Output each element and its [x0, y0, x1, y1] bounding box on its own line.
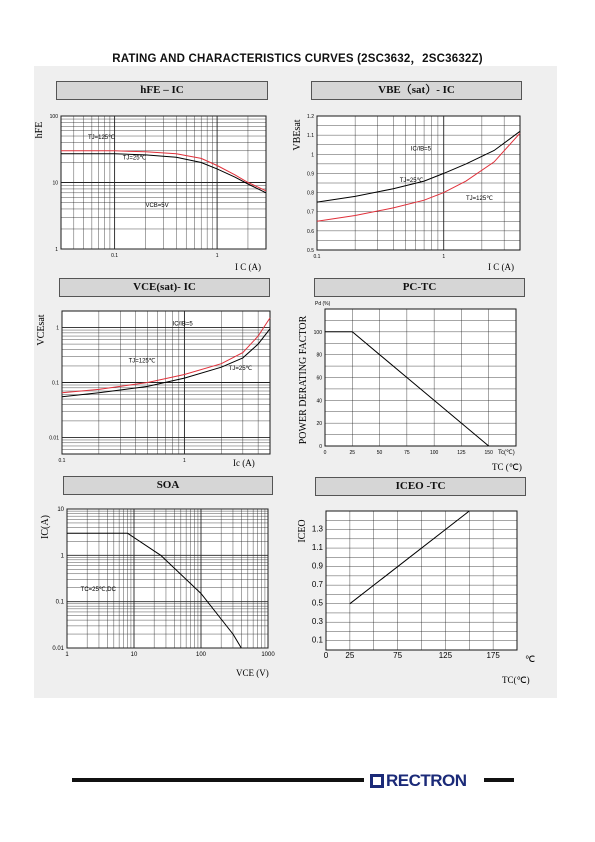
- x-unit-label: ℃: [525, 654, 536, 664]
- chart-hfe_ic: [34, 114, 266, 272]
- x-tick-label: 0.1: [313, 254, 321, 260]
- x-tick-label: 1: [65, 652, 69, 658]
- x-tick-label: 125: [438, 651, 453, 660]
- x-axis-label: VCE (V): [236, 668, 269, 678]
- x-tick-label: 0.1: [58, 458, 66, 464]
- annotation-label: VCB=5V: [145, 202, 169, 209]
- annotation-label: TC=25℃,DC: [80, 586, 116, 593]
- plot-area: [67, 509, 268, 648]
- x-tick-label: 50: [376, 450, 383, 456]
- y-tick-label: 20: [316, 421, 322, 428]
- y-tick-label: 0.9: [311, 561, 323, 571]
- x-tick-label: 25: [349, 450, 356, 456]
- chart-title-iceo-tc: ICEO -TC: [315, 477, 526, 496]
- y-axis-label: hFE: [34, 121, 45, 139]
- x-axis-label: I C (A): [488, 262, 514, 272]
- chart-vbe_ic: [292, 114, 520, 272]
- chart-title-pc-tc: PC-TC: [314, 278, 525, 297]
- chart-soa: [40, 507, 275, 678]
- y-axis-label: VCEsat: [36, 314, 47, 346]
- y-axis-label: IC(A): [40, 515, 51, 539]
- x-tick-label: 10: [130, 652, 138, 658]
- y-tick-label: 0.1: [55, 599, 64, 606]
- y-tick-label: 1: [60, 553, 64, 560]
- x-axis-label: TC (℃): [492, 462, 522, 472]
- x-tick-label: 175: [486, 651, 500, 660]
- y-tick-label: 0.1: [52, 380, 59, 387]
- x-tick-label: 100: [429, 450, 439, 456]
- chart-title-hfe-ic: hFE – IC: [56, 81, 268, 100]
- y-tick-label: 40: [316, 398, 322, 405]
- y-tick-label: 1.2: [307, 114, 314, 120]
- annotation-label: TJ=125℃: [466, 196, 493, 203]
- y-tick-label: 1.1: [311, 543, 323, 553]
- y-tick-label: 0.3: [311, 617, 323, 627]
- y-axis-label: VBEsat: [292, 119, 303, 151]
- annotation-label: TJ=125℃: [87, 135, 115, 142]
- y-tick-label: 0.7: [311, 580, 323, 590]
- annotation-label: TJ=25℃: [228, 365, 253, 372]
- y-tick-label: 1: [56, 325, 59, 332]
- y-tick-label: 0.5: [307, 248, 314, 254]
- annotation-label: IC/IB=5: [410, 146, 432, 153]
- y-tick-label: 0.01: [49, 435, 59, 442]
- x-axis-label: TC(℃): [502, 675, 530, 685]
- x-tick-label: 0: [323, 450, 327, 456]
- x-tick-label: 0.1: [111, 253, 119, 259]
- x-tick-label: 125: [457, 450, 466, 456]
- footer-rule-left: [72, 778, 364, 782]
- y-tick-label: 0.7: [307, 209, 314, 216]
- y-tick-label: 1.3: [311, 524, 323, 534]
- chart-iceo_tc: [297, 511, 535, 685]
- x-axis-label: I C (A): [235, 262, 261, 272]
- page-title: RATING AND CHARACTERISTICS CURVES (2SC3632，2SC3632Z): [112, 53, 483, 65]
- x-tick-label: 1: [183, 458, 186, 464]
- x-tick-label: 0: [323, 651, 329, 660]
- x-tick-label: 1: [215, 253, 219, 259]
- annotation-label: IC/IB=5: [172, 321, 193, 328]
- x-axis-tag: Tc(℃): [498, 450, 515, 456]
- y-tick-label: 0: [319, 444, 322, 450]
- y-tick-label: 0.9: [307, 171, 314, 178]
- rectron-logo-text: RECTRON: [386, 771, 467, 790]
- y-tick-label: 80: [316, 352, 322, 359]
- rectron-logo-icon: [370, 774, 384, 788]
- chart-title-vce-ic: VCE(sat)- IC: [59, 278, 270, 297]
- x-tick-label: 25: [345, 651, 355, 660]
- chart-title-soa: SOA: [63, 476, 273, 495]
- y-axis-label: ICEO: [297, 519, 308, 543]
- x-tick-label: 100: [195, 652, 207, 658]
- annotation-label: TJ=25℃: [399, 178, 424, 185]
- rectron-logo: [370, 768, 467, 794]
- y-tick-label: 100: [313, 329, 322, 336]
- annotation-label: TJ=125℃: [128, 358, 156, 365]
- x-axis-label: Ic (A): [233, 458, 255, 468]
- chart-vce_ic: [36, 311, 270, 468]
- y-tick-label: 100: [49, 114, 58, 120]
- y-tick-label: 0.1: [311, 635, 323, 645]
- y-tick-label: 1.1: [307, 133, 314, 140]
- x-tick-label: 150: [484, 450, 493, 456]
- y-tick-label: 1: [55, 247, 58, 253]
- y-tick-label: 60: [316, 375, 322, 382]
- y-tick-label: 1: [311, 152, 314, 159]
- x-tick-label: 75: [404, 450, 410, 456]
- y-tick-label: 10: [52, 180, 58, 187]
- y-tick-label: 0.6: [307, 228, 314, 235]
- y-tick-label: 0.5: [311, 598, 323, 608]
- unit-label: Pd (%): [315, 301, 331, 307]
- y-tick-label: 0.01: [52, 646, 64, 652]
- annotation-label: TJ=25℃: [122, 155, 147, 162]
- y-tick-label: 0.8: [307, 190, 314, 197]
- chart-title-vbe-ic: VBE（sat）- IC: [311, 81, 522, 100]
- x-tick-label: 75: [393, 651, 403, 660]
- x-tick-label: 1: [442, 254, 446, 260]
- footer-rule-right: [484, 778, 514, 782]
- y-tick-label: 10: [57, 507, 64, 513]
- y-axis-label: POWER DERATING FACTOR: [298, 315, 309, 445]
- chart-pc_tc: [298, 301, 522, 472]
- x-tick-label: 1000: [261, 652, 275, 658]
